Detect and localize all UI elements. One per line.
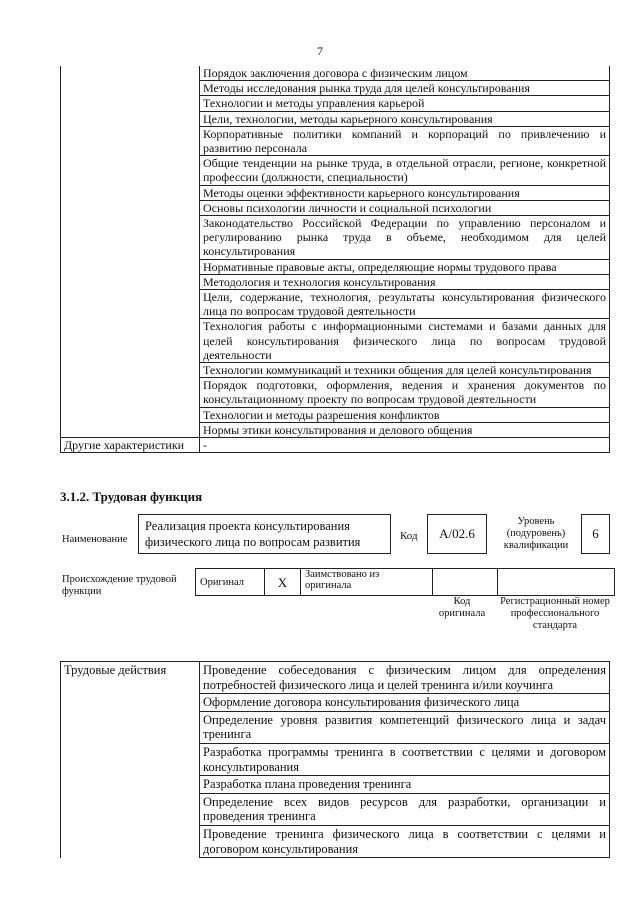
original-label: Оригинал	[196, 569, 265, 596]
borrowed-label: Заимствовано из оригинала	[301, 569, 433, 596]
knowledge-item: Методы исследования рынка труда для целей консультирования	[200, 81, 610, 96]
knowledge-item: Порядок заключения договора с физическим лицом	[200, 66, 610, 81]
section-heading: 3.1.2. Трудовая функция	[60, 489, 203, 504]
knowledge-table	[60, 66, 610, 453]
knowledge-item: Методы оценки эффективности карьерного консультирования	[200, 185, 610, 200]
knowledge-item: Корпоративные политики компаний и корпораций по привлечению и развитию персонала	[200, 126, 610, 155]
knowledge-item: Основы психологии личности и социальной психологии	[200, 200, 610, 215]
knowledge-item: Цели, технологии, методы карьерного консультирования	[200, 111, 610, 126]
labor-action-item: Разработка программы тренинга в соответствии с целями и договором консультирования	[200, 743, 610, 775]
name-label: Наименование	[62, 534, 128, 545]
knowledge-item: Нормативные правовые акты, определяющие нормы трудового права	[200, 259, 610, 274]
labor-actions-label: Трудовые действия	[61, 662, 200, 858]
reg-number-label: Регистрационный номер профессионального стандарта	[500, 596, 610, 631]
function-name: Реализация проекта консультирования физического лица по вопросам развития	[138, 514, 391, 554]
original-mark: Х	[265, 569, 301, 596]
labor-actions-table	[60, 661, 610, 858]
level-label: Уровень (подуровень) квалификации	[503, 516, 569, 551]
other-characteristics-value: -	[200, 438, 610, 453]
labor-action-item: Разработка плана проведения тренинга	[200, 776, 610, 794]
knowledge-item: Общие тенденции на рынке труда, в отдельной отрасли, регионе, конкретной профессии (должности, специальности)	[200, 156, 610, 185]
labor-action-item: Оформление договора консультирования физического лица	[200, 694, 610, 712]
code-original-label: Код оригинала	[438, 596, 486, 619]
page-number: 7	[317, 44, 323, 58]
knowledge-item: Законодательство Российской Федерации по управлению персоналом и регулированию рынка труда в объеме, необходимом для целей консультирования	[200, 216, 610, 260]
code-label: Код	[400, 530, 418, 542]
code-original-cell	[433, 569, 498, 596]
knowledge-item: Технологии и методы управления карьерой	[200, 96, 610, 111]
knowledge-item: Технологии и методы разрешения конфликтов	[200, 407, 610, 422]
labor-action-item: Определение всех видов ресурсов для разработки, организации и проведения тренинга	[200, 793, 610, 825]
knowledge-label-cell	[61, 66, 200, 438]
labor-action-item: Проведение собеседования с физическим лицом для определения потребностей физического лица и целей тренинга и/или коучинга	[200, 662, 610, 694]
knowledge-item: Цели, содержание, технология, результаты консультирования физического лица по вопросам трудовой деятельности	[200, 290, 610, 319]
function-code: A/02.6	[427, 514, 487, 554]
labor-action-item: Определение уровня развития компетенций физического лица и задач тренинга	[200, 711, 610, 743]
knowledge-item: Технология работы с информационными системами и базами данных для целей консультирования физического лица по вопросам трудовой деятельности	[200, 319, 610, 363]
knowledge-item: Порядок подготовки, оформления, ведения и хранения документов по консультационному проекту по вопросам трудовой деятельности	[200, 378, 610, 407]
reg-number-cell	[498, 569, 615, 596]
labor-action-item: Проведение тренинга физического лица в соответствии с целями и договором консультирования	[200, 825, 610, 857]
knowledge-item: Технологии коммуникаций и техники общения для целей консультирования	[200, 363, 610, 378]
knowledge-item: Нормы этики консультирования и делового общения	[200, 422, 610, 437]
knowledge-item: Методология и технология консультирования	[200, 274, 610, 289]
qualification-level: 6	[581, 514, 610, 554]
origin-table	[195, 568, 615, 596]
origin-label: Происхождение трудовой функции	[62, 574, 177, 597]
other-characteristics-label: Другие характеристики	[61, 438, 200, 453]
